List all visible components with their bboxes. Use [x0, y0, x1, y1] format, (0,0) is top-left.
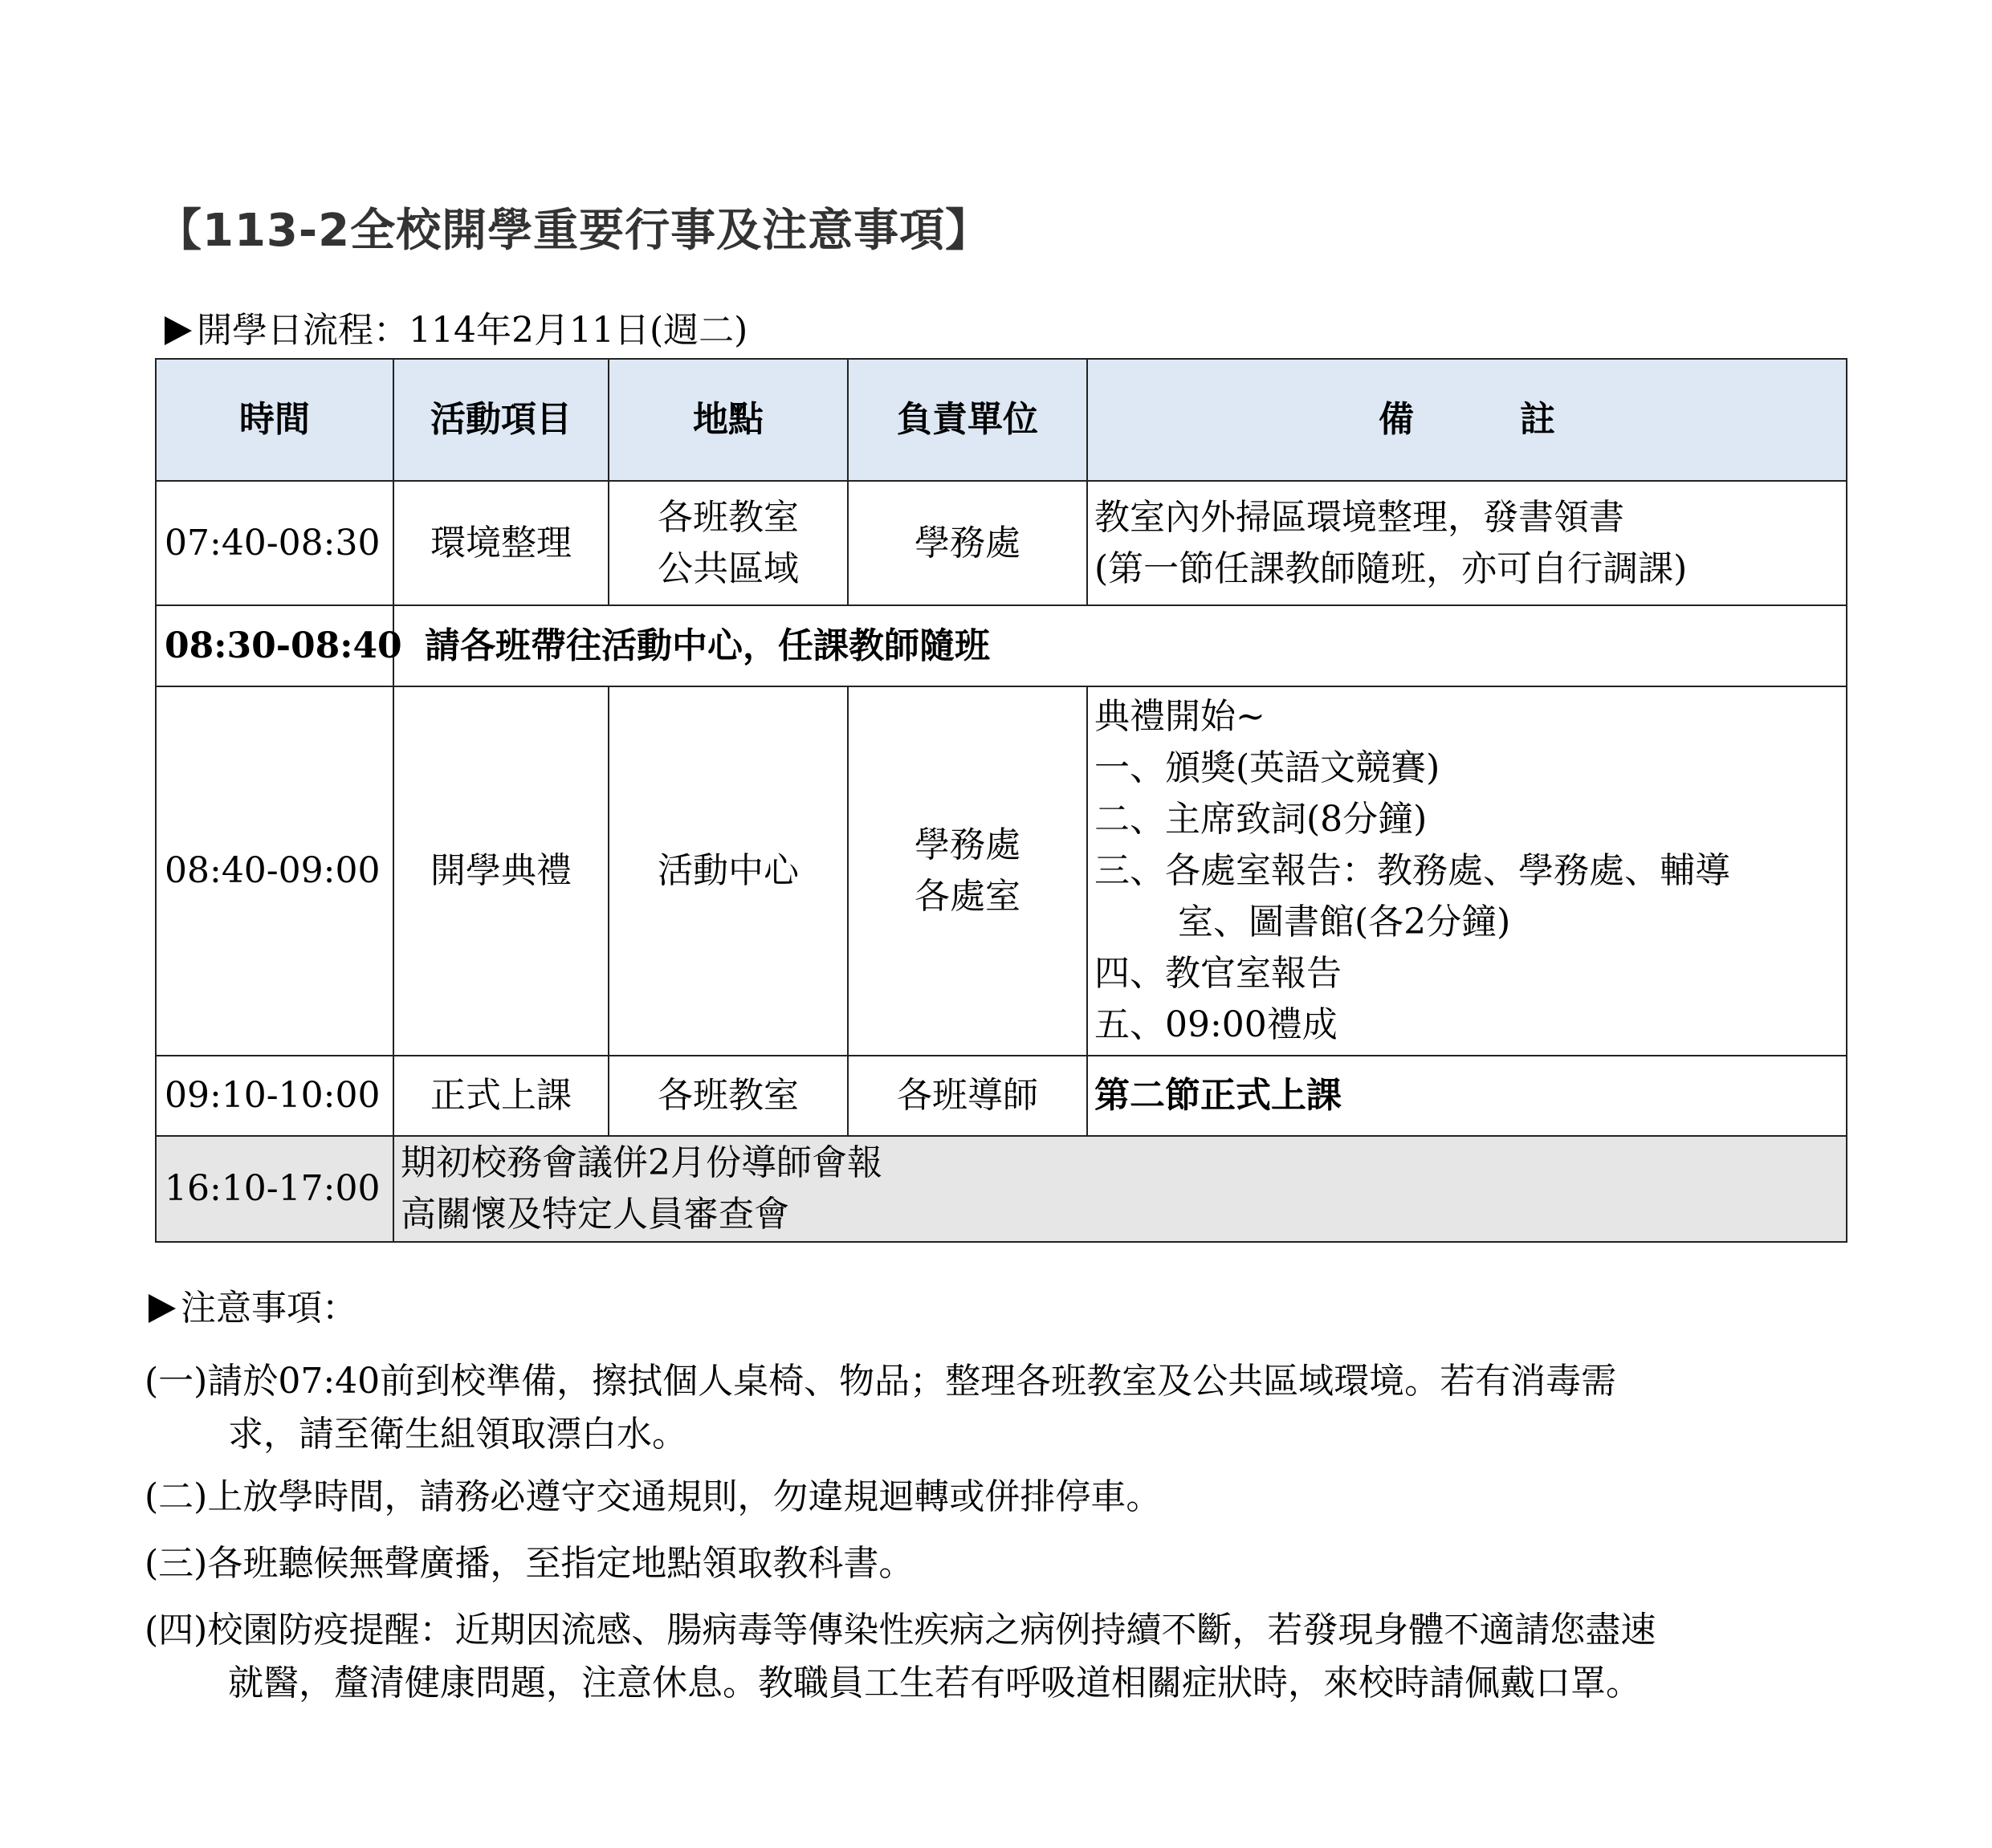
- notes-line: 教室內外掃區環境整理，發書領書: [1094, 496, 1624, 538]
- notes-line: 二、主席致詞(8分鐘): [1094, 799, 1428, 840]
- note-label: (二): [145, 1476, 208, 1517]
- note-line: 就醫，釐清健康問題，注意休息。教職員工生若有呼吸道相關症狀時，來校時請佩戴口罩。: [228, 1663, 1641, 1703]
- row-notes: [1087, 1056, 1847, 1136]
- notes-line: 四、教官室報告: [1094, 953, 1342, 994]
- location-line: 活動中心: [658, 850, 799, 891]
- location-line: 各班教室: [658, 1075, 799, 1116]
- notes-line: 室、圖書館(各2分鐘): [1178, 902, 1511, 942]
- unit-line: 學務處: [915, 824, 1020, 865]
- location-line: 各班教室: [658, 496, 799, 538]
- note-label: (四): [145, 1610, 208, 1651]
- notes-heading-text: 注意事項：: [181, 1288, 357, 1329]
- header-unit: 負責單位: [848, 359, 1087, 481]
- header-notes: 備 註: [1087, 359, 1847, 481]
- row-location: [609, 686, 848, 1056]
- unit-line: 各班導師: [897, 1075, 1038, 1116]
- row-unit: [848, 1056, 1087, 1136]
- table-row: [156, 1056, 1847, 1136]
- notes-line: 典禮開始~: [1094, 696, 1265, 737]
- schedule-table: [155, 358, 1847, 1243]
- location-line: 公共區域: [658, 547, 799, 589]
- notes-line: 一、頒獎(英語文競賽): [1094, 747, 1440, 788]
- notes-line: (第一節任課教師隨班，亦可自行調課): [1094, 547, 1688, 589]
- row-location: [609, 481, 848, 605]
- row-time: 08:40-09:00: [156, 686, 393, 1056]
- notes-line: 五、09:00禮成: [1094, 1004, 1338, 1045]
- row-notes: [1087, 481, 1847, 605]
- row-activity: 環境整理: [393, 481, 609, 605]
- note-line: 請於07:40前到校準備，擦拭個人桌椅、物品；整理各班教室及公共區域環境。若有消毒需: [207, 1361, 1617, 1402]
- header-activity: 活動項目: [393, 359, 609, 481]
- note-item: [145, 1604, 1871, 1710]
- row-location: [609, 1056, 848, 1136]
- arrow-bullet-icon: [165, 316, 192, 345]
- row-time: 07:40-08:30: [156, 481, 393, 605]
- note-item: [145, 1537, 1871, 1590]
- note-label: (三): [145, 1543, 208, 1584]
- note-line: 求，請至衛生組領取漂白水。: [228, 1414, 687, 1455]
- merged-line: 期初校務會議併2月份導師會報: [401, 1142, 882, 1183]
- table-row: [156, 605, 1847, 686]
- row-time: 09:10-10:00: [156, 1056, 393, 1136]
- row-notes: [1087, 686, 1847, 1056]
- table-row: [156, 481, 1847, 605]
- note-label: (一): [145, 1361, 208, 1402]
- table-header-row: [156, 359, 1847, 481]
- row-activity: 開學典禮: [393, 686, 609, 1056]
- row-merged-note: 請各班帶往活動中心，任課教師隨班: [393, 605, 1847, 686]
- unit-line: 學務處: [915, 522, 1020, 564]
- note-line: 校園防疫提醒：近期因流感、腸病毒等傳染性疾病之病例持續不斷，若發現身體不適請您盡速: [207, 1610, 1656, 1651]
- row-merged-note: [393, 1136, 1847, 1242]
- row-activity: 正式上課: [393, 1056, 609, 1136]
- table-row: [156, 686, 1847, 1056]
- schedule-heading: [165, 307, 748, 355]
- unit-line: 各處室: [915, 876, 1020, 917]
- notes-line: 三、各處室報告：教務處、學務處、輔導: [1094, 850, 1730, 891]
- schedule-heading-text: 開學日流程：114年2月11日(週二): [197, 310, 748, 351]
- row-unit: [848, 481, 1087, 605]
- row-time: 16:10-17:00: [156, 1136, 393, 1242]
- header-time: 時間: [156, 359, 393, 481]
- row-unit: [848, 686, 1087, 1056]
- table-row: [156, 1136, 1847, 1242]
- notes-line: 第二節正式上課: [1094, 1075, 1342, 1116]
- merged-line: 高關懷及特定人員審查會: [401, 1194, 789, 1235]
- notes-heading: [149, 1284, 357, 1333]
- header-location: 地點: [609, 359, 848, 481]
- arrow-bullet-icon: [149, 1294, 176, 1323]
- note-item: [145, 1355, 1871, 1461]
- note-line: 上放學時間，請務必遵守交通規則，勿違規迴轉或併排停車。: [207, 1476, 1162, 1517]
- note-line: 各班聽候無聲廣播，至指定地點領取教科書。: [207, 1543, 915, 1584]
- row-time: 08:30-08:40: [156, 605, 393, 686]
- page-title: 【113-2全校開學重要行事及注意事項】: [157, 205, 992, 257]
- note-item: [145, 1471, 1871, 1524]
